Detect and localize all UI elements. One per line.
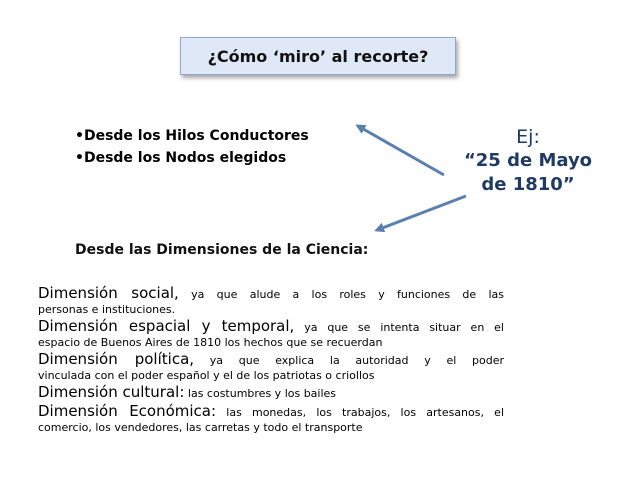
dimension-social: [38, 284, 504, 317]
dimension-text: ya que explica la autoridad y el poder: [209, 354, 504, 367]
dimension-text: ya que alude a los roles y funciones de las: [191, 288, 504, 301]
dimension-name: Dimensión política,: [38, 350, 195, 368]
arrow-up-left: [358, 126, 444, 175]
example-label: Ej:: [516, 126, 540, 148]
dimension-economica: [38, 402, 504, 435]
dimension-text-cont: espacio de Buenos Aires de 1810 los hechos que se recuerdan: [38, 336, 383, 349]
dimension-text: ya que se intenta situar en el: [304, 321, 504, 334]
dimension-name: Dimensión cultural:: [38, 383, 185, 401]
dimension-politica: [38, 350, 504, 383]
arrow-down-left: [377, 196, 466, 230]
dimension-name: Dimensión social,: [38, 284, 179, 302]
dimension-text-cont: comercio, los vendedores, las carretas y todo el transporte: [38, 421, 363, 434]
dimension-name: Dimensión espacial y temporal,: [38, 317, 295, 335]
slide-title: ¿Cómo ‘miro’ al recorte?: [207, 46, 429, 66]
dimension-espacial: [38, 317, 504, 350]
bullet-nodos: •Desde los Nodos elegidos: [75, 150, 287, 166]
dimensions-list: [38, 284, 504, 435]
dimension-cultural: [38, 383, 504, 402]
dimension-text-cont: personas e instituciones.: [38, 303, 176, 316]
dimension-name: Dimensión Económica:: [38, 402, 217, 420]
bullet-hilos: •Desde los Hilos Conductores: [75, 128, 309, 144]
dimensions-heading: Desde las Dimensiones de la Ciencia:: [75, 242, 369, 258]
example-date-line2: de 1810”: [481, 174, 575, 195]
dimension-text: las costumbres y los bailes: [187, 387, 337, 400]
dimension-text: las monedas, los trabajos, los artesanos, el: [226, 406, 505, 419]
dimension-text-cont: vinculada con el poder español y el de los patriotas o criollos: [38, 369, 375, 382]
example-date-line1: “25 de Mayo: [463, 150, 593, 171]
